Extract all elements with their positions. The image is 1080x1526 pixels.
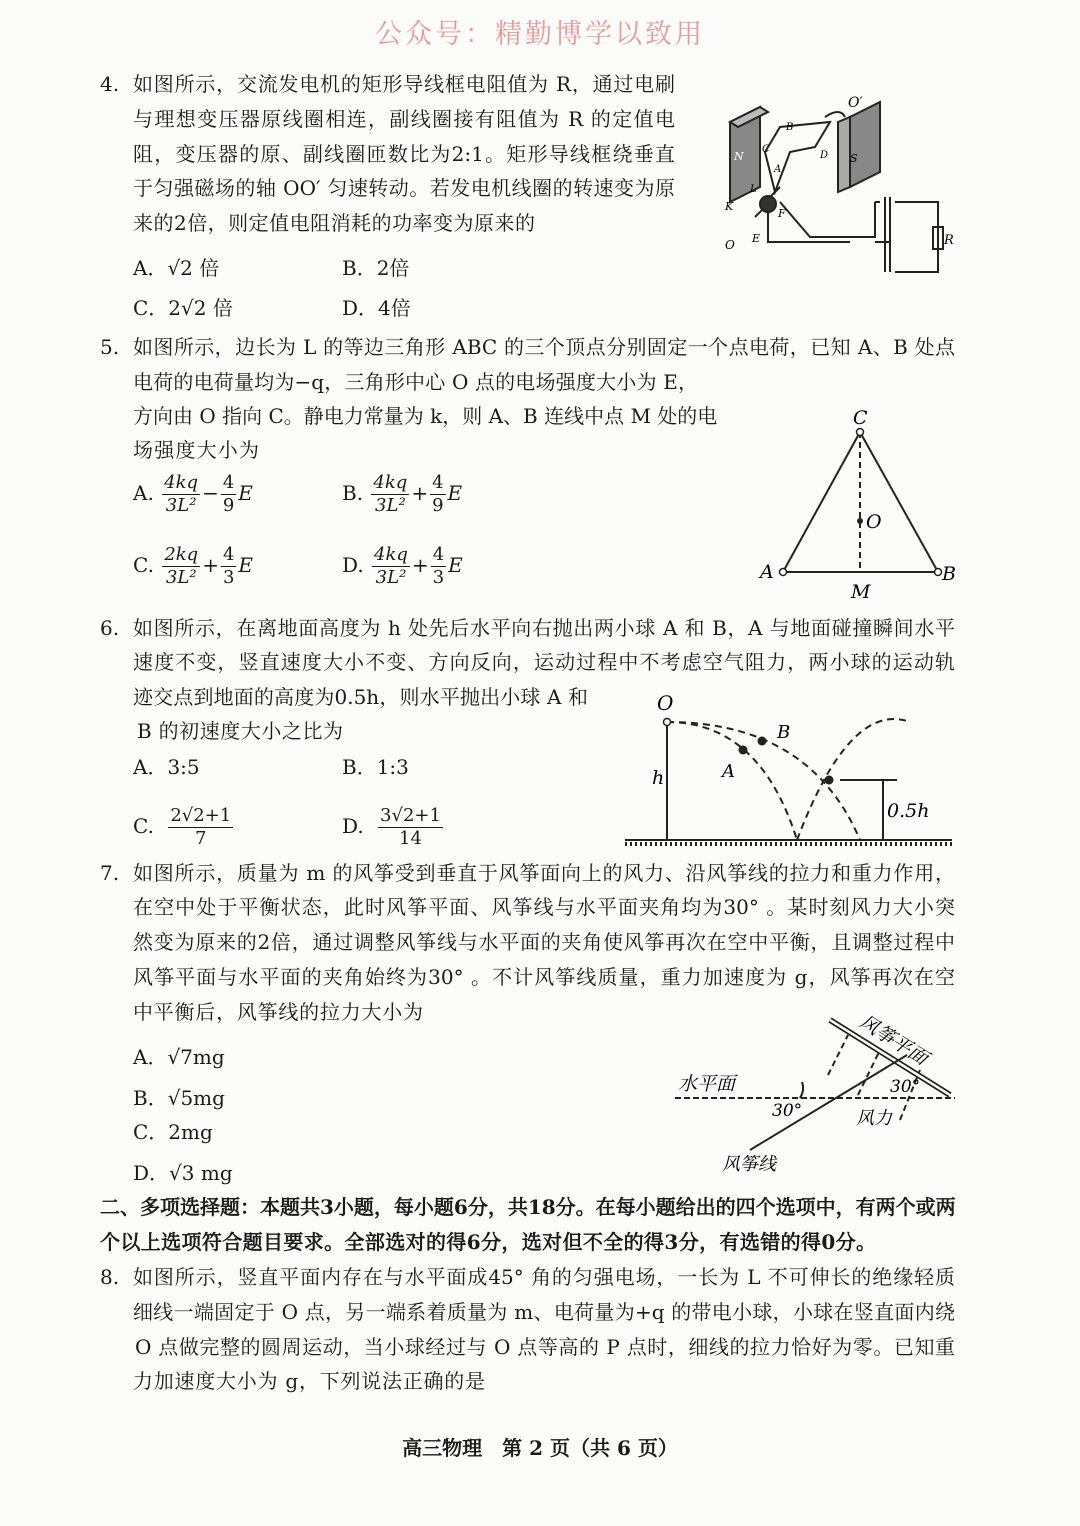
question-text-line: 如图所示，边长为 L 的等边三角形 ABC 的三个顶点分别固定一个点电荷，已知 A、B 处点 (133, 335, 955, 359)
label-half-h: 0.5h (887, 800, 930, 822)
option-a: A. $\frac{4kq}{\text{3L²}}$ − $\frac{4}{9}$ E (133, 472, 253, 516)
label-h: h (652, 767, 665, 789)
question-text-line: 如图所示，交流发电机的矩形导线框电阻值为 R，通过电刷 (133, 72, 675, 96)
label-kite-plane: 风筝平面 (855, 1010, 932, 1070)
section-heading-line: 个以上选项符合题目要求。全部选对的得6分，选对但不全的得3分，有选错的得0分。 (100, 1230, 876, 1254)
option-b: B. $\frac{4kq}{\text{3L²}}$ + $\frac{4}{9}$ E (342, 472, 463, 516)
label-n: N (734, 150, 744, 163)
page-footer: 高三物理 第 2 页（共 6 页） (402, 1436, 678, 1460)
question-text-line: 场强度大小为 (133, 438, 259, 462)
label-o: O (866, 511, 882, 533)
label-e: E (752, 232, 761, 245)
option-d: D. $\frac{4kq}{\text{3L²}}$ + $\frac{4}{3}$ E (342, 544, 463, 588)
question-text-line: 于匀强磁场的轴 OO′ 匀速转动。若发电机线圈的转速变为原 (133, 176, 675, 200)
option-b: B．2倍 (342, 256, 410, 280)
question-text-line: 方向由 O 指向 C。静电力常量为 k，则 A、B 连线中点 M 处的电 (133, 404, 718, 428)
watermark-header: 公众号：精勤博学以致用 (375, 19, 705, 50)
label-angle-line: 30° (772, 1101, 803, 1121)
question-text-line: B 的初速度大小之比为 (137, 719, 343, 743)
label-a: A (760, 561, 774, 583)
option-d: D．4倍 (342, 296, 411, 320)
label-d: D (820, 150, 829, 161)
question-text-line: 阻，变压器的原、副线圈匝数比为2:1。矩形导线框绕垂直 (133, 142, 675, 166)
question-text-line: 力加速度大小为 g，下列说法正确的是 (133, 1369, 485, 1393)
label-kite-line: 风筝线 (722, 1154, 776, 1175)
option-b: B．√5mg (133, 1086, 225, 1110)
question-text-line: 中平衡后，风筝线的拉力大小为 (133, 1000, 423, 1024)
question-number: 6. (100, 616, 120, 640)
option-c: C．2mg (133, 1120, 213, 1144)
label-b: B (786, 122, 794, 133)
label-l: L (750, 184, 757, 195)
label-angle-plane: 30° (890, 1077, 921, 1097)
label-horizontal: 水平面 (678, 1073, 736, 1095)
option-d: D．√3 mg (133, 1161, 233, 1185)
label-s: S (850, 152, 858, 165)
label-c: C (853, 407, 868, 429)
question-text-line: 来的2倍，则定值电阻消耗的功率变为原来的 (133, 211, 535, 235)
question-text-line: 迹交点到地面的高度为0.5h，则水平抛出小球 A 和 (133, 685, 588, 709)
question-text-line: 速度不变，竖直速度大小不变、方向反向，运动过程中不考虑空气阻力，两小球的运动轨 (133, 650, 955, 674)
label-o: O (725, 238, 735, 252)
question-number: 7. (100, 861, 120, 885)
question-text-line: 风筝平面与水平面的夹角始终为30° 。不计风筝线质量，重力加速度为 g，风筝再次在空 (133, 965, 955, 989)
label-a: A (722, 761, 735, 782)
option-c: C. $\frac{2√2+1}{7}$ (133, 805, 232, 849)
question-text-line: 如图所示，质量为 m 的风筝受到垂直于风筝面向上的风力、沿风筝线的拉力和重力作用， (133, 861, 955, 885)
question-text-line: 如图所示，在离地面高度为 h 处先后水平向右抛出两小球 A 和 B，A 与地面碰撞瞬间水平 (133, 616, 955, 640)
label-wind-force: 风力 (856, 1108, 892, 1129)
label-m: M (851, 581, 871, 603)
option-a: A．√2 倍 (133, 256, 220, 280)
label-f: F (778, 207, 786, 220)
question-text-line: 与理想变压器原线圈相连，副线圈接有阻值为 R 的定值电 (133, 107, 675, 131)
label-b: B (777, 722, 791, 743)
section-heading-line: 二、多项选择题：本题共3小题，每小题6分，共18分。在每小题给出的四个选项中，有两个或两 (100, 1195, 956, 1219)
option-a: A．3:5 (133, 755, 200, 779)
question-text-line: 在空中处于平衡状态，此时风筝平面、风筝线与水平面夹角均为30° 。某时刻风力大小突 (133, 895, 955, 919)
question-text-line: 细线一端固定于 O 点，另一端系着质量为 m、电荷量为+q 的带电小球，小球在竖直面内绕 (133, 1300, 955, 1324)
question-text-line: 电荷的电荷量均为−q，三角形中心 O 点的电场强度大小为 E， (133, 370, 698, 394)
label-c: C (762, 144, 770, 155)
option-d: D. $\frac{3√2+1}{14}$ (342, 805, 441, 849)
label-r: R (944, 233, 954, 248)
option-b: B．1:3 (342, 755, 409, 779)
label-a: A (774, 164, 782, 175)
label-k: K (725, 200, 734, 213)
question-number: 5. (100, 335, 120, 359)
option-c: C. $\frac{2kq}{\text{3L²}}$ + $\frac{4}{3}$ E (133, 544, 254, 588)
option-c: C．2√2 倍 (133, 296, 233, 320)
question-text-line: 如图所示，竖直平面内存在与水平面成45° 角的匀强电场，一长为 L 不可伸长的绝缘轻质 (133, 1265, 955, 1289)
label-o: O (657, 691, 674, 715)
label-b: B (942, 563, 956, 585)
label-o-prime: O′ (848, 95, 863, 111)
question-text-line: O 点做完整的圆周运动，当小球经过与 O 点等高的 P 点时，细线的拉力恰好为零。已知重 (135, 1335, 955, 1359)
question-number: 4. (100, 72, 120, 96)
question-text-line: 然变为原来的2倍，通过调整风筝线与水平面的夹角使风筝再次在空中平衡，且调整过程中 (133, 930, 955, 954)
question-number: 8. (100, 1265, 120, 1289)
option-a: A．√7mg (133, 1045, 225, 1069)
